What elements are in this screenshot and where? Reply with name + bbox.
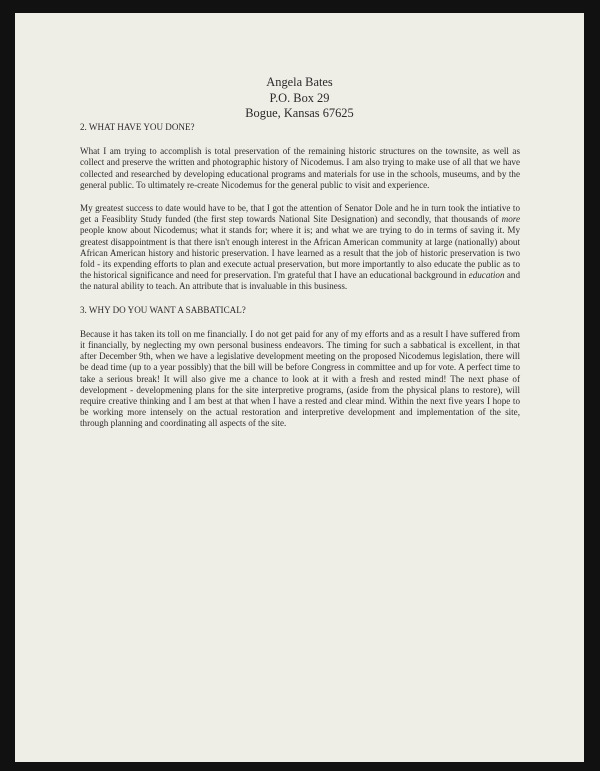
section-2-paragraph-2: [80, 203, 520, 293]
letter-body: [80, 122, 520, 442]
section-2-paragraph-1: What I am trying to accomplish is total preservation of the remaining historic structures on the townsite, as well as collect and preserve the written and photographic history of Nicodemus. I am also trying to make use of all that we have collected and researched by developing educational programs and materials for use in the schools, museums, and by the general public. To ultimately re-create Nicodemus for the general public to visit and experience.: [80, 146, 520, 190]
section-2-paragraph-2-part-b: people know about Nicodemus; what it stands for; where it is; and what we are trying to do in terms of saving it. My greatest disappointment is that there isn't enough interest in the African American community at large (nationally) about African American history and historic preservation. I have learned as a result that the job of historic preservation is two fold - its expending efforts to plan and execute actual preservation, but more importantly to also educate the public as to the historical significance and need for preservation. I'm grateful that I have an educational background in: [80, 225, 520, 281]
section-3-paragraph-1: Because it has taken its toll on me financially. I do not get paid for any of my efforts and as a result I have suffered from it financially, by neglecting my own personal business endeavors. The timing for such a sabbatical is excellent, in that after December 9th, when we have a legislative development meeting on the proposed Nicodemus legislation, there will be dead time (up to a year possibly) that the bill will be before Congress in committee and up for vote. A perfect time to take a serious break! It will also give me a chance to look at it with a fresh and rested mind! The next phase of development - developmening plans for the site interpretive programs, (aside from the physical plans to restore), will require creative thinking and I am best at that when I have a rested and clear mind. Within the next five years I hope to be working more intensely on the actual restoration and interpretive development and implementation of the site, through planning and coordinating all aspects of the site.: [80, 328, 520, 429]
section-2-heading: 2. WHAT HAVE YOU DONE?: [80, 122, 195, 132]
sender-city-state-zip: Bogue, Kansas 67625: [245, 106, 354, 121]
section-2-paragraph-2-part-a: My greatest success to date would have to be, that I got the attention of Senator Dole and he in turn took the intiative to get a Feasiblity Study funded (the first step towards National Site Designation) and secondly, that thousands of: [80, 203, 520, 225]
letterhead: [15, 75, 584, 122]
letter-page: [15, 13, 584, 762]
sender-name: Angela Bates: [266, 75, 333, 89]
emphasis-education: education: [468, 270, 505, 281]
emphasis-more: more: [501, 214, 520, 225]
sender-po-box: P.O. Box 29: [269, 90, 330, 105]
section-3-heading: 3. WHY DO YOU WANT A SABBATICAL?: [80, 304, 246, 315]
section-2-paragraph-2-part-c: and the natural ability to teach. An attribute that is invaluable in this business.: [80, 270, 520, 292]
